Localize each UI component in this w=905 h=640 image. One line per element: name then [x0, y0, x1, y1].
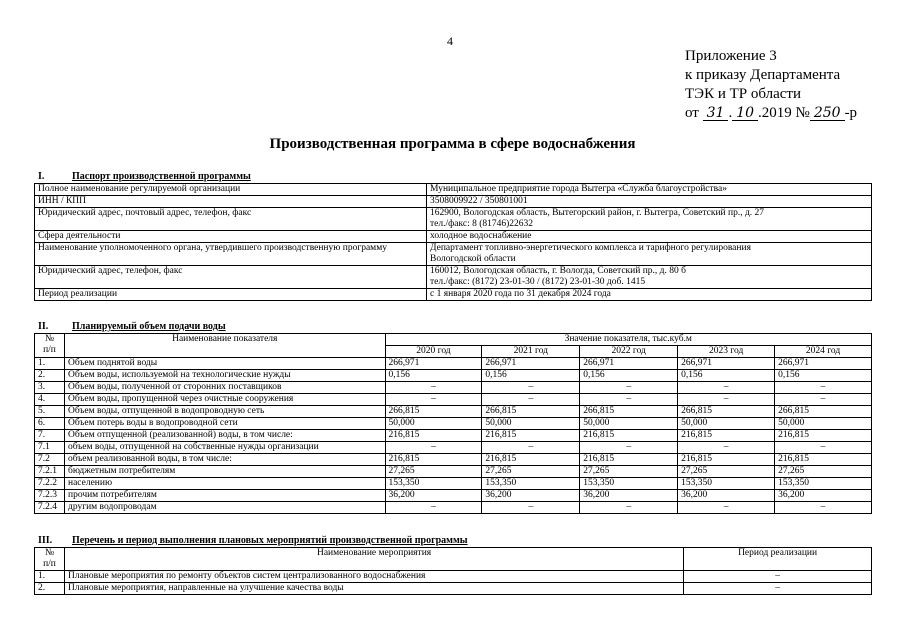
date-year: .2019 № [758, 105, 810, 121]
section1-number: I. [38, 171, 45, 182]
row-number: 7. [35, 430, 65, 442]
passport-value: с 1 января 2020 года по 31 декабря 2024 года [430, 289, 611, 299]
row-number: 6. [35, 418, 65, 430]
passport-value-line2: тел./факс: (8172) 23-01-30 / (8172) 23-01-30 доб. 1415 [430, 277, 646, 287]
table-row [35, 502, 872, 514]
table-row [35, 406, 872, 418]
section1-title: Паспорт производственной программы [72, 171, 251, 182]
measure-row [35, 583, 872, 595]
date-prefix: от [685, 105, 699, 121]
row-value: 50,000 [482, 418, 580, 430]
appendix-line1: Приложение 3 [685, 48, 777, 64]
row-value: 50,000 [385, 418, 482, 430]
row-value: 36,200 [775, 490, 872, 502]
passport-row [35, 289, 872, 301]
row-number: 7.2.3 [35, 490, 65, 502]
passport-value-cell [427, 243, 872, 266]
row-value: – [482, 502, 580, 514]
order-number: 250 [810, 107, 845, 121]
measure-name: Плановые мероприятия, направленные на улучшение качества воды [64, 583, 683, 595]
row-name: объем реализованной воды, в том числе: [64, 454, 385, 466]
row-value: 216,815 [482, 454, 580, 466]
table-row [35, 394, 872, 406]
row-value: 153,350 [385, 478, 482, 490]
table-row [35, 466, 872, 478]
row-value: 27,265 [385, 466, 482, 478]
table-row [35, 478, 872, 490]
passport-label: Сфера деятельности [35, 231, 427, 243]
row-name: Объем воды, отпущенной в водопроводную сеть [64, 406, 385, 418]
passport-value: холодное водоснабжение [430, 231, 532, 241]
table-row [35, 358, 872, 370]
passport-value: 3508009922 / 350801001 [430, 196, 528, 206]
row-value: – [678, 442, 775, 454]
row-value: 27,265 [580, 466, 678, 478]
passport-value: Департамент топливно-энергетического комплекса и тарифного регулирования [430, 243, 751, 253]
row-value: – [580, 382, 678, 394]
row-value: 216,815 [678, 454, 775, 466]
year-header: 2021 год [482, 346, 580, 358]
passport-table [34, 183, 872, 301]
head-name: Наименование показателя [64, 334, 385, 358]
section3-heading [38, 535, 468, 546]
row-number: 2. [35, 370, 65, 382]
passport-value-cell [427, 289, 872, 301]
passport-label: Полное наименование регулируемой организации [35, 184, 427, 196]
row-name: Объем отпущенной (реализованной) воды, в том числе: [64, 430, 385, 442]
row-value: 0,156 [775, 370, 872, 382]
table-row [35, 442, 872, 454]
row-value: – [482, 394, 580, 406]
head-num: № [44, 334, 55, 344]
year-header: 2024 год [775, 346, 872, 358]
row-value: 153,350 [678, 478, 775, 490]
row-value: 216,815 [678, 430, 775, 442]
row-value: 0,156 [482, 370, 580, 382]
head-num-cell [35, 334, 65, 358]
measures-head-period: Период реализации [684, 548, 872, 571]
passport-row [35, 196, 872, 208]
row-value: 36,200 [385, 490, 482, 502]
row-value: 216,815 [482, 430, 580, 442]
row-value: – [580, 394, 678, 406]
row-name: Объем воды, используемой на технологические нужды [64, 370, 385, 382]
passport-row [35, 243, 872, 266]
row-number: 1. [35, 358, 65, 370]
row-value: 216,815 [385, 430, 482, 442]
row-number: 7.2.1 [35, 466, 65, 478]
row-value: – [775, 382, 872, 394]
row-number: 3. [35, 382, 65, 394]
row-name: бюджетным потребителям [64, 466, 385, 478]
row-value: 266,815 [482, 406, 580, 418]
row-name: населению [64, 478, 385, 490]
section2-title: Планируемый объем подачи воды [72, 321, 226, 332]
table-row [35, 418, 872, 430]
row-name: Объем поднятой воды [64, 358, 385, 370]
measures-head-name: Наименование мероприятия [64, 548, 683, 571]
row-value: – [385, 382, 482, 394]
row-value: – [678, 382, 775, 394]
row-value: 27,265 [678, 466, 775, 478]
row-value: 50,000 [580, 418, 678, 430]
passport-row [35, 266, 872, 289]
measure-name: Плановые мероприятия по ремонту объектов систем централизованного водоснабжения [64, 571, 683, 583]
row-value: – [580, 442, 678, 454]
row-number: 7.2.2 [35, 478, 65, 490]
row-value: 266,815 [385, 406, 482, 418]
date-month: 10 [732, 107, 758, 121]
row-value: 153,350 [775, 478, 872, 490]
row-value: 266,815 [775, 406, 872, 418]
table-row [35, 454, 872, 466]
row-value: 36,200 [580, 490, 678, 502]
row-value: 266,971 [385, 358, 482, 370]
section2-number: II. [38, 321, 49, 332]
table-row [35, 382, 872, 394]
passport-value-line2: Вологодской области [430, 254, 516, 264]
passport-value-cell [427, 231, 872, 243]
passport-value: 162900, Вологодская область, Вытегорский район, г. Вытегра, Советский пр., д. 27 [430, 208, 765, 218]
row-value: 216,815 [385, 454, 482, 466]
head-value: Значение показателя, тыс.куб.м [385, 334, 871, 346]
appendix-line3: ТЭК и ТР области [685, 86, 801, 102]
water-volume-table [34, 333, 872, 514]
row-value: 153,350 [482, 478, 580, 490]
table-row [35, 490, 872, 502]
row-name: Объем воды, пропущенной через очистные сооружения [64, 394, 385, 406]
passport-row [35, 231, 872, 243]
row-value: – [482, 442, 580, 454]
passport-label: Период реализации [35, 289, 427, 301]
date-day: 31 [703, 107, 729, 121]
section3-title: Перечень и период выполнения плановых мероприятий производственной программы [72, 535, 468, 546]
measures-head-num-cell [35, 548, 65, 571]
row-value: 216,815 [775, 454, 872, 466]
row-value: 216,815 [580, 430, 678, 442]
row-value: 50,000 [678, 418, 775, 430]
row-value: 266,971 [678, 358, 775, 370]
table-row [35, 370, 872, 382]
row-value: 27,265 [775, 466, 872, 478]
measure-period: – [684, 571, 872, 583]
row-value: 27,265 [482, 466, 580, 478]
order-suffix: -р [844, 105, 858, 121]
row-value: 0,156 [385, 370, 482, 382]
row-name: объем воды, отпущенной на собственные нужды организации [64, 442, 385, 454]
measure-period: – [684, 583, 872, 595]
row-value: 36,200 [678, 490, 775, 502]
passport-row [35, 208, 872, 231]
passport-label: ИНН / КПП [35, 196, 427, 208]
appendix-line2: к приказу Департамента [685, 67, 841, 83]
measures-head-num2: п/п [43, 559, 56, 569]
row-value: 266,971 [775, 358, 872, 370]
passport-row [35, 184, 872, 196]
passport-value: Муниципальное предприятие города Вытегра «Служба благоустройства» [430, 184, 727, 194]
page-title: Производственная программа в сфере водоснабжения [269, 136, 636, 152]
row-value: – [385, 442, 482, 454]
row-name: другим водопроводам [64, 502, 385, 514]
section1-heading [38, 171, 251, 182]
passport-label: Юридический адрес, почтовый адрес, телефон, факс [35, 208, 427, 231]
row-value: – [678, 502, 775, 514]
row-number: 7.2 [35, 454, 65, 466]
row-number: 4. [35, 394, 65, 406]
row-value: 0,156 [678, 370, 775, 382]
passport-value-cell [427, 184, 872, 196]
row-value: 216,815 [580, 454, 678, 466]
passport-value-line2: тел./факс: 8 (81746)22632 [430, 219, 534, 229]
year-header: 2020 год [385, 346, 482, 358]
row-value: – [385, 502, 482, 514]
row-value: 0,156 [580, 370, 678, 382]
row-value: – [678, 394, 775, 406]
passport-label: Юридический адрес, телефон, факс [35, 266, 427, 289]
row-value: 266,971 [482, 358, 580, 370]
row-name: Объем воды, полученной от сторонних поставщиков [64, 382, 385, 394]
measures-head-num: № [44, 548, 55, 558]
measure-number: 1. [35, 571, 65, 583]
row-value: – [482, 382, 580, 394]
appendix-date-line: от 31 . 10 .2019 № 250 -р [685, 105, 858, 121]
row-name: прочим потребителям [64, 490, 385, 502]
row-number: 7.2.4 [35, 502, 65, 514]
row-value: – [775, 442, 872, 454]
section2-heading [38, 321, 226, 332]
head-num2: п/п [43, 345, 56, 355]
row-value: 50,000 [775, 418, 872, 430]
measures-table [34, 547, 872, 595]
row-value: 216,815 [775, 430, 872, 442]
passport-value-cell [427, 196, 872, 208]
row-name: Объем потерь воды в водопроводной сети [64, 418, 385, 430]
row-value: 266,971 [580, 358, 678, 370]
measure-row [35, 571, 872, 583]
measure-number: 2. [35, 583, 65, 595]
year-header: 2023 год [678, 346, 775, 358]
section3-number: III. [38, 535, 53, 546]
row-value: 153,350 [580, 478, 678, 490]
appendix-header [685, 47, 857, 123]
page-number: 4 [447, 34, 453, 48]
table-row [35, 430, 872, 442]
passport-value-cell [427, 266, 872, 289]
passport-value: 160012, Вологодская область, г. Вологда, Советский пр., д. 80 б [430, 266, 686, 276]
year-header: 2022 год [580, 346, 678, 358]
row-number: 7.1 [35, 442, 65, 454]
row-number: 5. [35, 406, 65, 418]
passport-value-cell [427, 208, 872, 231]
passport-label: Наименование уполномоченного органа, утвердившего производственную программу [35, 243, 427, 266]
row-value: 266,815 [580, 406, 678, 418]
row-value: – [775, 502, 872, 514]
row-value: 36,200 [482, 490, 580, 502]
row-value: – [775, 394, 872, 406]
row-value: 266,815 [678, 406, 775, 418]
row-value: – [385, 394, 482, 406]
row-value: – [580, 502, 678, 514]
